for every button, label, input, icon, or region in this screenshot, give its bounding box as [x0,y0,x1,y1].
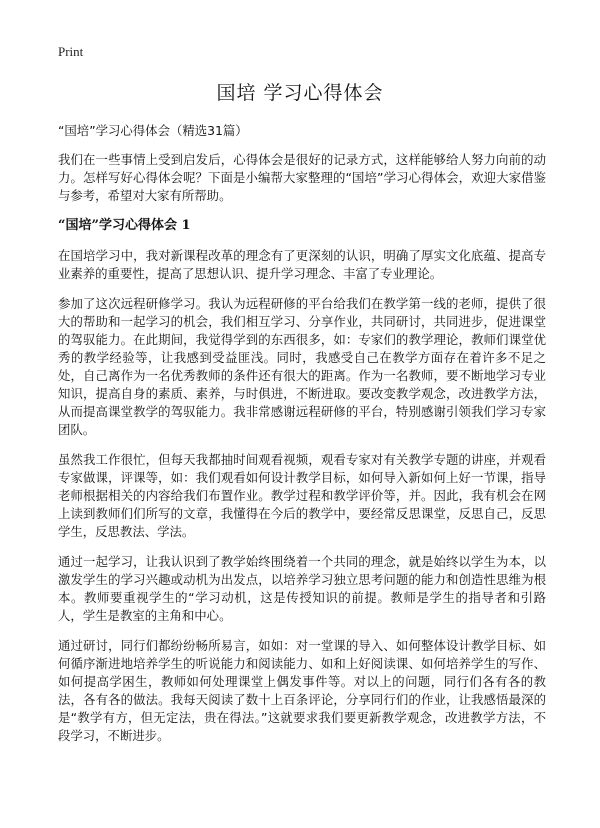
intro-paragraph: 我们在一些事情上受到启发后，心得体会是很好的记录方式，这样能够给人努力向前的动力。怎样写好心得体会呢？下面是小编帮大家整理的“国培”学习心得体会，欢迎大家借鉴与参考，希望对大家有所帮助。 [58,152,546,203]
body-paragraph-1: 在国培学习中，我对新课程改革的理念有了更深刻的认识，明确了厚实文化底蕴、提高专业素养的重要性，提高了思想认识、提升学习理念、丰富了专业理论。 [58,248,546,281]
document-title: 国培 学习心得体会 [216,82,384,104]
body-paragraph-4: 通过一起学习，让我认识到了教学始终围绕着一个共同的理念，就是始终以学生为本，以激发学生的学习兴趣或动机为出发点，以培养学习独立思考问题的能力和创造性思维为根本。教师要重视学生的“学习动机，这是传授知识的前提。教师是学生的指导者和引路人，学生是教室的主角和中心。 [58,554,546,623]
body-paragraph-5: 通过研讨，同行们都纷纷畅所易言，如如：对一堂课的导入、如何整体设计教学目标、如何循序渐进地培养学生的听说能力和阅读能力、如和上好阅读课、如何培养学生的写作、如何提高学困生，教师如何处理课堂上偶发事件等。对以上的问题，同行们各有各的教法，各有各的做法。我每天阅读了数十上百条评论，分享同行们的作业，让我感悟最深的是“教学有方，但无定法，贵在得法。”这就要求我们要更新教学观念，改进教学方法，不段学习，不断进步。 [58,638,546,743]
print-link[interactable]: Print [58,44,84,59]
document-subtitle: “国培”学习心得体会（精选31篇） [58,123,248,138]
body-paragraph-2: 参加了这次远程研修学习。我认为远程研修的平台给我们在教学第一线的老师，提供了很大的帮助和一起学习的机会，我们相互学习、分享作业，共同研讨，共同进步，促进课堂的驾驭能力。在此期间，我觉得学到的东西很多，如：专家们的教学理论，教师们课堂优秀的教学经验等，让我感到受益匪浅。同时，我感受自己在教学方面存在着许多不足之处，自己离作为一名优秀教师的条件还有很大的距离。作为一名教师，要不断地学习专业知识，提高自身的素质、素养，与时俱进，不断进取。要改变教学观念，改进教学方法，从而提高课堂教学的驾驭能力。我非常感谢远程研修的平台，特别感谢引领我们学习专家团队。 [58,296,546,437]
body-paragraph-3: 虽然我工作很忙，但每天我都抽时间观看视频，观看专家对有关教学专题的讲座，并观看专家做课，评课等，如：我们观看如何设计教学目标，如何导入新如何上好一节课，指导老师根据相关的内容给我们布置作业。教学过程和教学评价等，并。因此，我有机会在网上读到教师们们所写的文章，我懂得在今后的教学中，要经常反思课堂，反思自己，反思学生，反思教法、学法。 [58,452,546,539]
section-heading: “国培”学习心得体会 1 [58,218,191,233]
document-body [58,122,546,757]
